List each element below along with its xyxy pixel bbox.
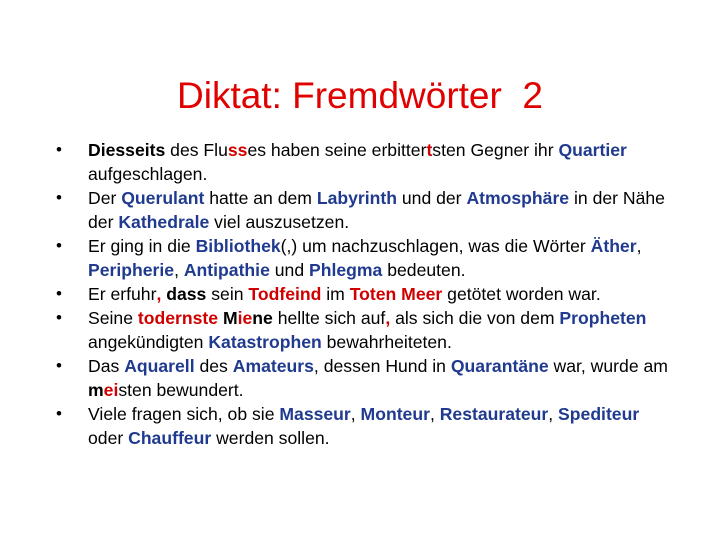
highlighted-word: Masseur — [279, 404, 351, 424]
text-segment: sten bewundert. — [118, 380, 244, 400]
text-segment: sein — [206, 284, 249, 304]
highlighted-word: Amateurs — [232, 356, 314, 376]
highlighted-word: Quarantäne — [450, 356, 549, 376]
text-segment: , — [548, 404, 559, 424]
page-title: Diktat: Fremdwörter 2 — [177, 75, 543, 116]
bullet-icon: • — [56, 404, 62, 423]
highlighted-word: Aquarell — [124, 356, 195, 376]
highlighted-word: Restaurateur — [439, 404, 549, 424]
highlighted-word: Phlegma — [309, 260, 383, 280]
text-segment: , dessen Hund in — [313, 356, 451, 376]
bullet-item — [56, 402, 676, 450]
text-segment: als sich die von dem — [390, 308, 560, 328]
highlighted-word: , — [156, 284, 162, 304]
bullet-icon: • — [56, 356, 62, 375]
text-segment: und der — [396, 188, 467, 208]
text-segment: des Flu — [165, 140, 228, 160]
highlighted-word: ie — [237, 308, 253, 328]
bullet-item — [56, 186, 676, 234]
bullet-icon: • — [56, 284, 62, 303]
highlighted-word: todernste — [137, 308, 219, 328]
highlighted-word: Atmosphäre — [466, 188, 570, 208]
text-segment: sten Gegner ihr — [432, 140, 559, 160]
text-segment: , — [636, 236, 642, 256]
text-segment: getötet worden war. — [442, 284, 601, 304]
bullet-icon: • — [56, 188, 62, 207]
highlighted-word: M — [222, 308, 238, 328]
text-segment: , — [174, 260, 184, 280]
highlighted-word: dass — [166, 284, 207, 304]
text-segment: bewahrheiteten. — [321, 332, 452, 352]
text-segment: hatte an dem — [204, 188, 317, 208]
text-segment: viel auszusetzen. — [209, 212, 350, 232]
highlighted-word: Toten Meer — [349, 284, 443, 304]
bullet-list — [56, 138, 676, 450]
text-segment: im — [321, 284, 350, 304]
bullet-item — [56, 234, 676, 282]
text-segment: in der Nähe der — [88, 188, 665, 232]
highlighted-word: ss — [227, 140, 248, 160]
highlighted-word: Querulant — [121, 188, 205, 208]
text-segment: war, wurde am — [548, 356, 668, 376]
highlighted-word: Kathedrale — [118, 212, 210, 232]
bullet-item — [56, 282, 676, 306]
highlighted-word: Quartier — [558, 140, 627, 160]
bullet-icon: • — [56, 140, 62, 159]
highlighted-word: ei — [103, 380, 119, 400]
text-segment: , — [429, 404, 440, 424]
highlighted-word: t — [426, 140, 433, 160]
highlighted-word: Labyrinth — [316, 188, 397, 208]
highlighted-word: Propheten — [559, 308, 647, 328]
text-segment: des — [194, 356, 233, 376]
bullet-item — [56, 138, 676, 186]
highlighted-word: ne — [252, 308, 273, 328]
text-segment: Viele fragen sich, ob sie — [88, 404, 280, 424]
text-segment: und — [269, 260, 309, 280]
bullet-icon: • — [56, 236, 62, 255]
highlighted-word: Chauffeur — [128, 428, 212, 448]
text-segment: Der — [88, 188, 122, 208]
highlighted-word: Katastrophen — [208, 332, 322, 352]
highlighted-word: Antipathie — [183, 260, 270, 280]
bullet-item — [56, 306, 676, 354]
text-segment: Das — [88, 356, 125, 376]
text-segment: Er ging in die — [88, 236, 196, 256]
text-segment: hellte sich auf — [272, 308, 386, 328]
highlighted-word: Monteur — [360, 404, 430, 424]
text-segment: angekündigten — [88, 332, 209, 352]
text-segment: oder — [88, 428, 129, 448]
highlighted-word: Spediteur — [558, 404, 640, 424]
text-segment: es haben seine erbitter — [247, 140, 427, 160]
bullet-icon: • — [56, 308, 62, 327]
text-segment: werden sollen. — [211, 428, 330, 448]
text-segment: (,) um nachzuschlagen, was die Wörter — [280, 236, 591, 256]
text-segment: Seine — [88, 308, 138, 328]
highlighted-word: Peripherie — [88, 260, 175, 280]
highlighted-word: Diesseits — [88, 140, 166, 160]
highlighted-word: m — [88, 380, 104, 400]
text-segment: , — [350, 404, 361, 424]
highlighted-word: , — [385, 308, 391, 328]
highlighted-word: Bibliothek — [195, 236, 281, 256]
highlighted-word: Äther — [590, 236, 637, 256]
highlighted-word: Todfeind — [248, 284, 322, 304]
text-segment: Er erfuhr — [88, 284, 157, 304]
bullet-item — [56, 354, 676, 402]
text-segment: aufgeschlagen. — [88, 164, 208, 184]
text-segment: bedeuten. — [382, 260, 466, 280]
